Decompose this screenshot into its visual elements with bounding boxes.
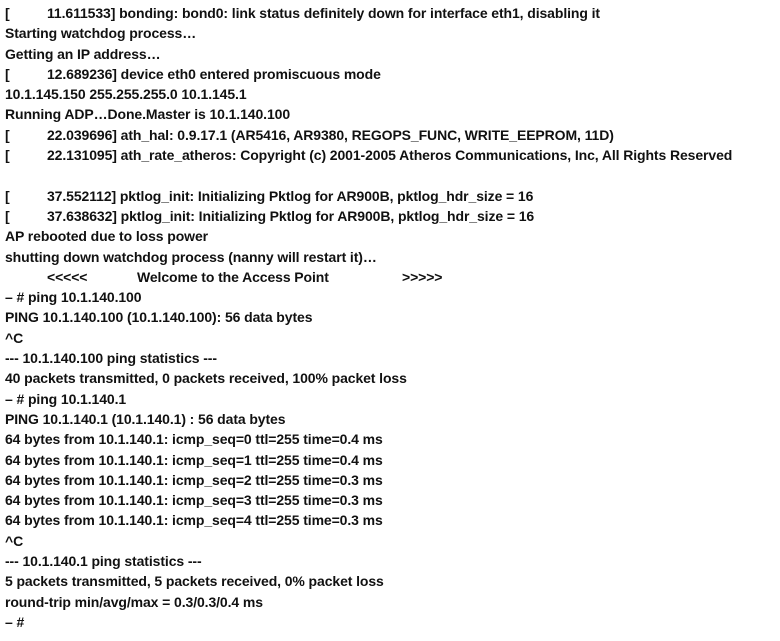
console-line-text: shutting down watchdog process (nanny will restart it)…: [5, 248, 377, 265]
console-line-text: round-trip min/avg/max = 0.3/0.3/0.4 ms: [5, 593, 263, 610]
console-line: [5, 551, 777, 571]
console-line: [5, 125, 777, 145]
console-line: [5, 531, 777, 551]
console-line: [5, 429, 777, 449]
console-line-text: 64 bytes from 10.1.140.1: icmp_seq=1 ttl=255 time=0.4 ms: [5, 451, 383, 468]
console-line: [5, 3, 777, 23]
console-line-text: 40 packets transmitted, 0 packets received, 100% packet loss: [5, 370, 407, 387]
console-line-text: --- 10.1.140.100 ping statistics ---: [5, 350, 217, 367]
console-line-text: 12.689236] device eth0 entered promiscuous mode: [47, 65, 381, 82]
console-line-text: – # ping 10.1.140.100: [5, 289, 142, 306]
timestamp-bracket: [: [5, 65, 10, 82]
console-line: [5, 368, 777, 388]
console-line: [5, 510, 777, 530]
welcome-banner: [5, 267, 777, 287]
console-line: [5, 64, 777, 84]
console-line-text: Getting an IP address…: [5, 45, 161, 62]
console-line-text: 64 bytes from 10.1.140.1: icmp_seq=4 ttl=255 time=0.3 ms: [5, 512, 383, 529]
console-line: [5, 23, 777, 43]
console-line: [5, 145, 777, 165]
timestamp-bracket: [: [5, 126, 10, 143]
console-blank-line: [5, 165, 777, 185]
console-line-text: 11.611533] bonding: bond0: link status definitely down for interface eth1, disabling it: [47, 5, 600, 21]
console-line: [5, 328, 777, 348]
console-line: [5, 389, 777, 409]
console-line: [5, 84, 777, 104]
console-line-text: 10.1.145.150 255.255.255.0 10.1.145.1: [5, 86, 247, 103]
console-line-text: – #: [5, 613, 25, 630]
console-line: [5, 247, 777, 267]
console-line-text: 22.131095] ath_rate_atheros: Copyright (c) 2001-2005 Atheros Communications, Inc, All Rights Reserved: [47, 147, 733, 164]
welcome-banner-part: Welcome to the Access Point: [137, 268, 329, 285]
console-line: [5, 470, 777, 490]
console-line: [5, 226, 777, 246]
console-line-text: 64 bytes from 10.1.140.1: icmp_seq=3 ttl=255 time=0.3 ms: [5, 492, 383, 509]
welcome-banner-part: >>>>>: [402, 268, 443, 285]
console-line: [5, 592, 777, 612]
console-line-text: ^C: [5, 532, 24, 549]
console-line: [5, 348, 777, 368]
console-line: [5, 612, 777, 632]
console-line: [5, 44, 777, 64]
timestamp-bracket: [: [5, 147, 10, 164]
console-line-text: – # ping 10.1.140.1: [5, 390, 127, 407]
console-line-text: 5 packets transmitted, 5 packets received, 0% packet loss: [5, 573, 384, 590]
console-line: [5, 409, 777, 429]
console-line-text: Running ADP…Done.Master is 10.1.140.100: [5, 106, 291, 123]
console-line: [5, 186, 777, 206]
console-line: [5, 490, 777, 510]
console-line: [5, 307, 777, 327]
console-line-text: PING 10.1.140.100 (10.1.140.100): 56 data bytes: [5, 309, 313, 326]
console-line-text: AP rebooted due to loss power: [5, 228, 208, 245]
console-line-text: 64 bytes from 10.1.140.1: icmp_seq=0 ttl=255 time=0.4 ms: [5, 431, 383, 448]
timestamp-bracket: [: [5, 207, 10, 224]
console-line-text: Starting watchdog process…: [5, 25, 197, 42]
timestamp-bracket: [: [5, 187, 10, 204]
console-line-text: ^C: [5, 329, 24, 346]
console-line-text: 37.638632] pktlog_init: Initializing Pktlog for AR900B, pktlog_hdr_size = 16: [47, 207, 535, 224]
console-line-text: 22.039696] ath_hal: 0.9.17.1 (AR5416, AR9380, REGOPS_FUNC, WRITE_EEPROM, 11D): [47, 126, 614, 143]
console-output: [5, 3, 777, 632]
console-line-text: 37.552112] pktlog_init: Initializing Pktlog for AR900B, pktlog_hdr_size = 16: [47, 187, 534, 204]
console-line-text: --- 10.1.140.1 ping statistics ---: [5, 553, 202, 570]
console-line: [5, 450, 777, 470]
console-line: [5, 104, 777, 124]
console-line: [5, 571, 777, 591]
console-line: [5, 287, 777, 307]
timestamp-bracket: [: [5, 5, 10, 21]
console-line-text: 64 bytes from 10.1.140.1: icmp_seq=2 ttl=255 time=0.3 ms: [5, 471, 383, 488]
console-line: [5, 206, 777, 226]
console-line-text: PING 10.1.140.1 (10.1.140.1) : 56 data bytes: [5, 410, 286, 427]
welcome-banner-part: <<<<<: [47, 268, 88, 285]
